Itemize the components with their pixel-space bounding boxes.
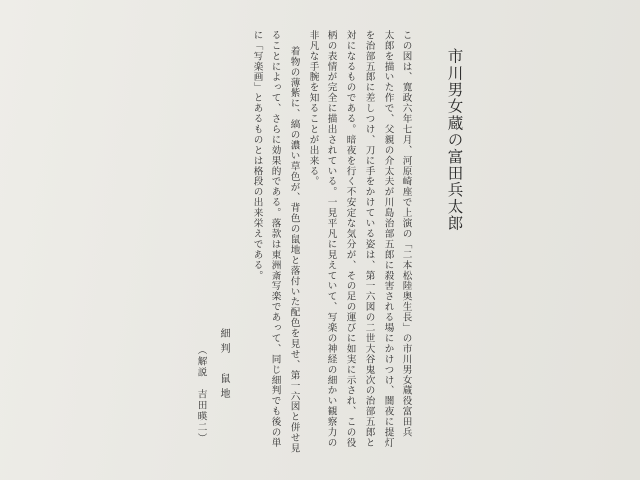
body-line: 着物の薄紫に、縞の濃い草色が、背色の鼠地と落付いた配色を見せ、第一六図と併せ見 (288, 46, 300, 454)
body-line: この図は、寛政六年七月、河原崎座で上演の「二本松陸奥生長」の市川男女蔵役富田兵 (400, 30, 412, 438)
document-title: 市川男女蔵の富田兵太郎 (445, 48, 464, 232)
body-line: 非凡な手腕を知ることが出来る。 (307, 30, 319, 187)
body-line: を治部五郎に差しつけ、刀に手をかけている姿は、第一六図の二世大谷鬼次の治部五郎と (363, 30, 375, 448)
body-line: ることによって、さらに効果的である。落款は東洲斎写楽であって、同じ細判でも後の単 (269, 30, 281, 448)
body-line: 柄の表情が完全に描出されている。一見平凡に見えていて、写楽の神経の細かい観察力の (325, 30, 337, 448)
body-line: 太郎を描いた作で、父親の介太夫が川島治部五郎に殺害される場にかけつけ、闇夜に提灯 (382, 30, 394, 448)
body-line: に「写楽画」とあるものとは格段の出来栄えである。 (251, 30, 263, 281)
body-line: 対になるものである。暗夜を行く不安定な気分が、その足の運びに如実に示され、この役 (344, 30, 356, 448)
format-label: 細判 鼠地 (218, 328, 229, 403)
commentary-credit: （解説 吉田暎二） (195, 345, 207, 444)
